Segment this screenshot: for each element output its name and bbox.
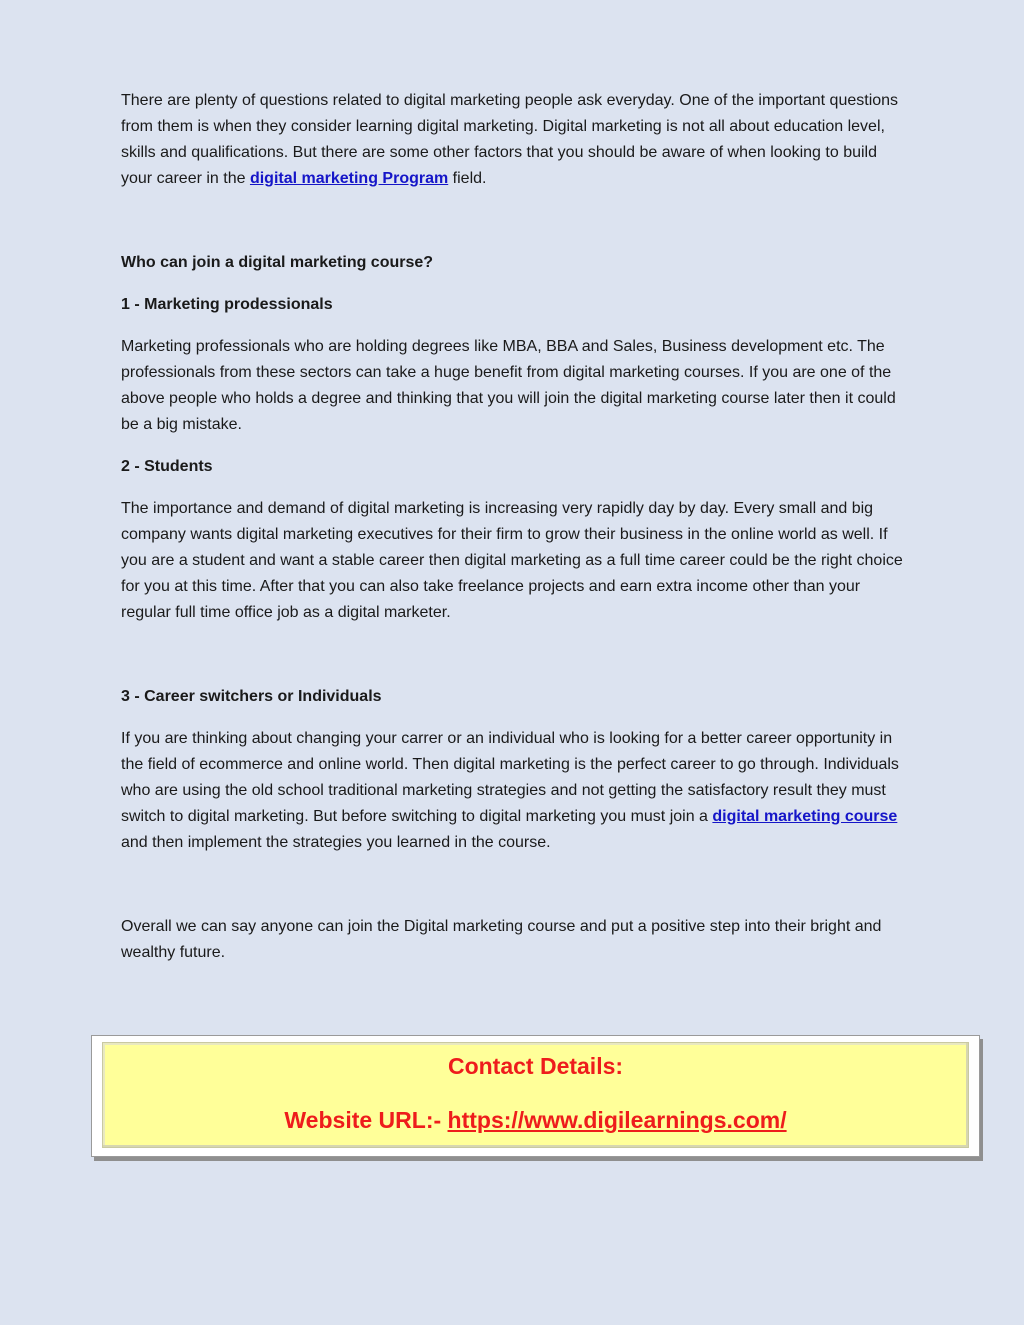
conclusion-paragraph: Overall we can say anyone can join the Digital marketing course and put a positive step into their bright and wealthy future. <box>121 918 882 961</box>
intro-paragraph <box>121 88 911 192</box>
section-body-students: The importance and demand of digital marketing is increasing very rapidly day by day. Every small and big company wants digital marketing executives for their firm to grow their business in the online world as well. If you are a student and want a stable career then digital marketing as a full time career could be the right choice for you at this time. After that you can also take freelance projects and earn extra income other than your regular full time office job as a digital marketer. <box>121 500 903 621</box>
website-url-link[interactable]: https://www.digilearnings.com/ <box>447 1107 787 1133</box>
career-text: If you are thinking about changing your carrer or an individual who is looking for a better career opportunity in the field of ecommerce and online world. Then digital marketing is the perfect career to go through. Individuals who are using the old school traditional marketing strategies and not getting the satisfactory result they must switch to digital marketing. But before switching to digital marketing you must join a <box>121 730 899 825</box>
section-body-career-switchers <box>121 726 911 856</box>
document-body <box>121 88 911 966</box>
intro-text: There are plenty of questions related to digital marketing people ask everyday. One of the important questions from them is when they consider learning digital marketing. Digital marketing is not all about education level, skills and qualifications. But there are some other factors that you should be aware of when looking to build your career in the <box>121 92 899 187</box>
contact-box <box>91 1035 980 1157</box>
contact-box-inner <box>102 1042 969 1148</box>
career-text-end: and then implement the strategies you learned in the course. <box>121 834 551 851</box>
question-heading: Who can join a digital marketing course? <box>121 254 434 271</box>
intro-text-end: field. <box>448 170 487 187</box>
section-heading-marketing: 1 - Marketing prodessionals <box>121 296 333 313</box>
section-heading-career-switchers: 3 - Career switchers or Individuals <box>121 688 382 705</box>
website-url-label: Website URL:- <box>284 1107 448 1133</box>
section-body-marketing: Marketing professionals who are holding degrees like MBA, BBA and Sales, Business development etc. The professionals from these sectors can take a huge benefit from digital marketing courses. If you are one of the above people who holds a degree and thinking that you will join the digital marketing course later then it could be a big mistake. <box>121 338 896 433</box>
digital-marketing-program-link[interactable]: digital marketing Program <box>249 170 449 187</box>
contact-website <box>103 1105 968 1135</box>
digital-marketing-course-link[interactable]: digital marketing course <box>712 808 898 825</box>
section-heading-students: 2 - Students <box>121 458 213 475</box>
contact-title: Contact Details: <box>447 1053 624 1079</box>
